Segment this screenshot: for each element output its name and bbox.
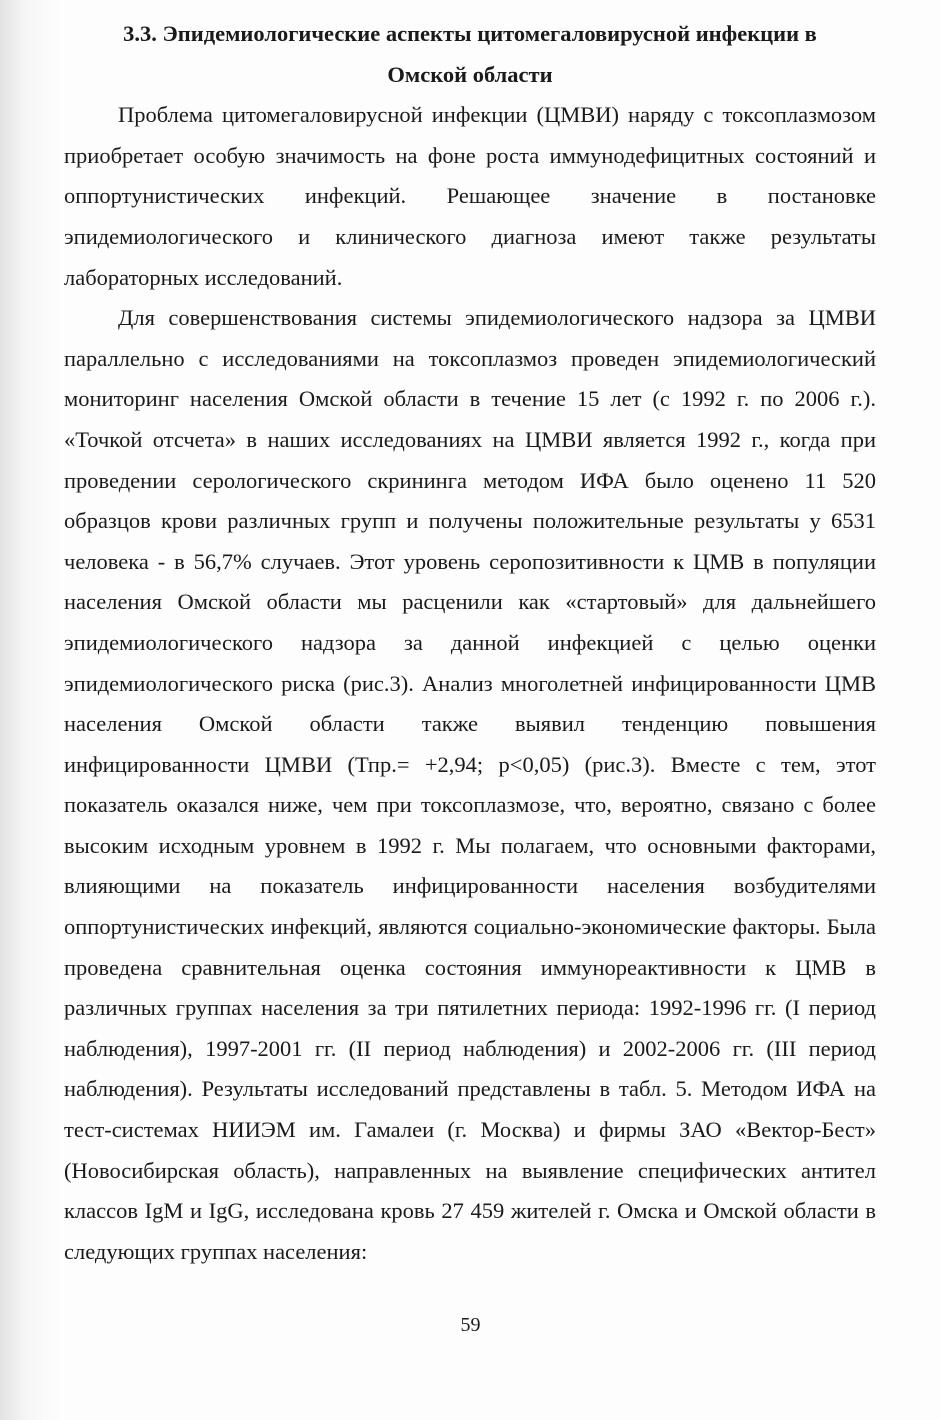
scan-shadow [0, 0, 60, 1420]
section-heading-line1: 3.3. Эпидемиологические аспекты цитомегаловирусной инфекции в [123, 21, 817, 46]
paragraph-2: Для совершенствования системы эпидемиологического надзора за ЦМВИ параллельно с исследованиями на токсоплазмоз проведен эпидемиологический мониторинг населения Омской области в течение 15 лет (с 1992 г. по 2006 г.). «Точкой отсчета» в наших исследованиях на ЦМВИ является 1992 г., когда при проведении серологического скрининга методом ИФА было оценено 11 520 образцов крови различных групп и получены положительные результаты у 6531 человека - в 56,7% случаев. Этот уровень серопозитивности к ЦМВ в популяции населения Омской области мы расценили как «стартовый» для дальнейшего эпидемиологического надзора за данной инфекцией с целью оценки эпидемиологического риска (рис.3). Анализ многолетней инфицированности ЦМВ населения Омской области также выявил тенденцию повышения инфицированности ЦМВИ (Тпр.= +2,94; p<0,05) (рис.3). Вместе с тем, этот показатель оказался ниже, чем при токсоплазмозе, что, вероятно, связано с более высоким исходным уровнем в 1992 г. Мы полагаем, что основными факторами, влияющими на показатель инфицированности населения возбудителями оппортунистических инфекций, являются социально-экономические факторы. Была проведена сравнительная оценка состояния иммунореактивности к ЦМВ в различных группах населения за три пятилетних периода: 1992-1996 гг. (I период наблюдения), 1997-2001 гг. (II период наблюдения) и 2002-2006 гг. (III период наблюдения). Результаты исследований представлены в табл. 5. Методом ИФА на тест-системах НИИЭМ им. Гамалеи (г. Москва) и фирмы ЗАО «Вектор-Бест» (Новосибирская область), направленных на выявление специфических антител классов IgM и IgG, исследована кровь 27 459 жителей г. Омска и Омской области в следующих группах населения: [64, 305, 876, 1264]
page-number: 59 [460, 1314, 481, 1336]
paragraph-1: Проблема цитомегаловирусной инфекции (ЦМВИ) наряду с токсоплазмозом приобретает особую значимость на фоне роста иммунодефицитных состояний и оппортунистических инфекций. Решающее значение в постановке эпидемиологического и клинического диагноза имеют также результаты лабораторных исследований. [64, 102, 876, 290]
section-heading [64, 14, 876, 95]
document-body [64, 14, 876, 1272]
section-heading-line2: Омской области [387, 61, 553, 87]
